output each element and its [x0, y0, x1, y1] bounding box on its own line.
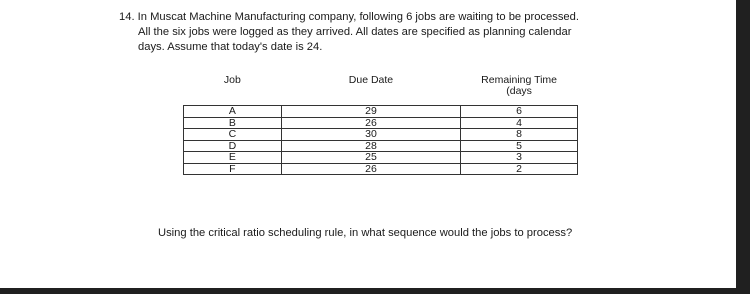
header-remaining-time-label: Remaining Time [481, 74, 558, 86]
remaining-time-cell: 2 [461, 163, 578, 175]
job-cell: B [184, 117, 282, 129]
question-text [119, 10, 699, 55]
remaining-time-cell: 4 [461, 117, 578, 129]
table-row [184, 163, 578, 175]
jobs-table [183, 75, 578, 175]
dark-bottom-edge [0, 288, 750, 294]
table-row [184, 152, 578, 164]
due-date-cell: 28 [281, 140, 460, 152]
table-header-row [184, 75, 578, 106]
due-date-cell: 29 [281, 106, 460, 118]
due-date-cell: 30 [281, 129, 460, 141]
header-job: Job [223, 74, 241, 86]
due-date-cell: 25 [281, 152, 460, 164]
job-cell: E [184, 152, 282, 164]
table-row [184, 106, 578, 118]
job-cell: F [184, 163, 282, 175]
footer-question: Using the critical ratio scheduling rule, in what sequence would the jobs to process? [158, 227, 573, 239]
due-date-cell: 26 [281, 163, 460, 175]
job-cell: C [184, 129, 282, 141]
header-due-date: Due Date [348, 74, 394, 86]
question-line-1: 14. In Muscat Machine Manufacturing company, following 6 jobs are waiting to be processed. [119, 11, 579, 23]
question-line-2: All the six jobs were logged as they arrived. All dates are specified as planning calendar [138, 26, 572, 38]
due-date-cell: 26 [281, 117, 460, 129]
header-remaining-time-unit: (days [506, 85, 532, 97]
remaining-time-cell: 5 [461, 140, 578, 152]
remaining-time-cell: 6 [461, 106, 578, 118]
table-row [184, 140, 578, 152]
table-row [184, 129, 578, 141]
table-row [184, 117, 578, 129]
question-line-3: days. Assume that today's date is 24. [138, 41, 323, 53]
remaining-time-cell: 8 [461, 129, 578, 141]
remaining-time-cell: 3 [461, 152, 578, 164]
dark-right-edge [736, 0, 750, 294]
header-remaining-time [461, 75, 578, 106]
job-cell: A [184, 106, 282, 118]
job-cell: D [184, 140, 282, 152]
